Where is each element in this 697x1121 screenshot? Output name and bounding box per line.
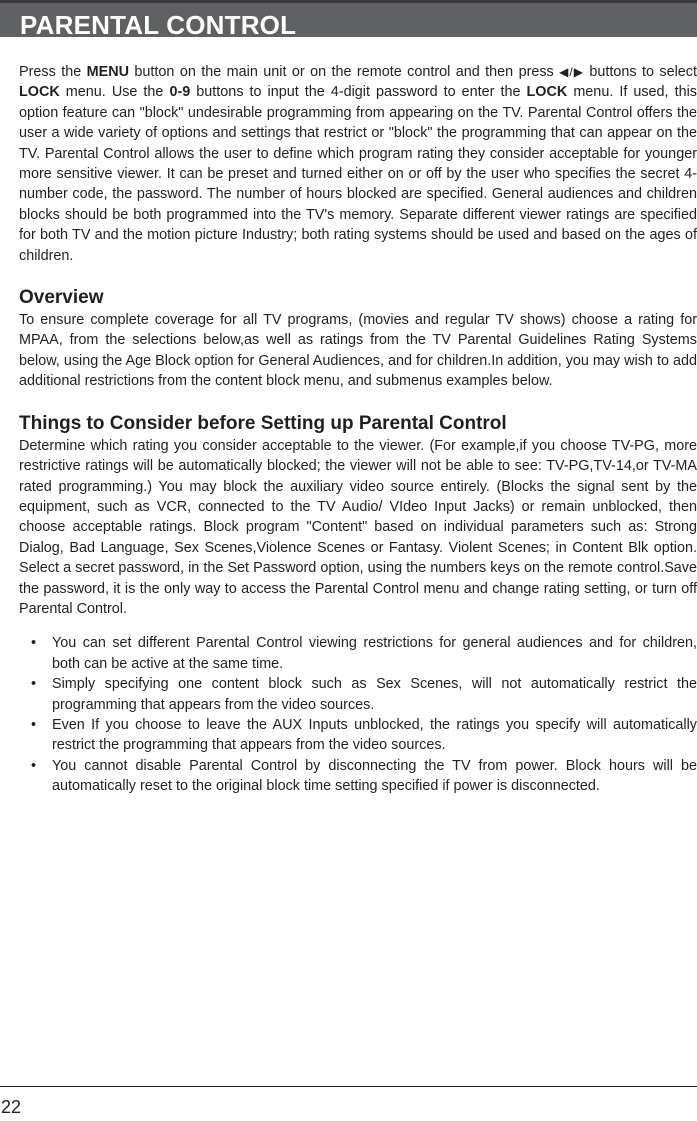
list-item: • Simply specifying one content block such as Sex Scenes, will not automatically restrict the programming that appears from the video sources. [19, 674, 697, 715]
footer-divider [0, 1086, 697, 1087]
intro-text: buttons to input the 4-digit password to enter the [190, 84, 527, 101]
overview-section [19, 286, 697, 392]
overview-paragraph: To ensure complete coverage for all TV programs, (movies and regular TV shows) choose a rating for MPAA, from the selections below,as well as ratings from the TV Parental Guidelines Rating Systems below, using the Age Block option for General Audiences, and for children.In addition, you may wish to add additional restrictions from the content block menu, and submenus examples below. [19, 312, 697, 390]
overview-heading: Overview [19, 287, 104, 309]
lock-key-label: LOCK [526, 84, 568, 101]
page-title: PARENTAL CONTROL [20, 10, 297, 40]
list-item: • Even If you choose to leave the AUX Inputs unblocked, the ratings you specify will automatically restrict the programming that appears from the video sources. [19, 715, 697, 756]
number-keys-label: 0-9 [169, 84, 191, 101]
lock-key-label: LOCK [19, 84, 60, 101]
list-item: • You cannot disable Parental Control by disconnecting the TV from power. Block hours will be automatically reset to the original block time setting specified if power is disconnected. [19, 756, 697, 797]
intro-paragraph [19, 62, 697, 266]
left-right-arrow-icon: ◀/▶ [559, 65, 584, 79]
list-item: • You can set different Parental Control viewing restrictions for general audiences and for children, both can be active at the same time. [19, 633, 697, 674]
intro-text: menu. If used, this option feature can "block" undesirable programming from appearing on the TV. Parental Control offers the user a wide variety of options and settings that restrict or "block" the programming that can appear on the TV. Parental Control allows the user to define which program rating they consider acceptable for younger more sensitive viewer. It can be preset and turned either on or off by the user who specifies the secret 4-number code, the password. The number of hours blocked are specified. General audiences and children blocks should be both programmed into the TV's memory. Separate different viewer ratings are specified for both TV and the motion picture Industry; both rating systems should be used and based on the ages of children. [19, 84, 697, 264]
things-to-consider-paragraph: Determine which rating you consider acceptable to the viewer. (For example,if you choose TV-PG, more restrictive ratings will be automatically blocked; the viewer will not be able to see: TV-PG,TV-14,or TV-MA rated programming.) You may block the auxiliary video source entirely. (Blocks the signal sent by the equipment, such as VCR, connected to the TV Audio/ VIdeo Input Jacks) or remain unblocked, then choose acceptable ratings. Block program "Content" based on individual parameters such as: Strong Dialog, Bad Language, Sex Scenes,Violence Scenes or Fantasy. Violent Scenes; in Content Blk option. Select a secret password, in the Set Password option, using the numbers keys on the remote control.Save the password, it is the only way to access the Parental Control menu and change rating setting, or turn off Parental Control. [19, 437, 697, 617]
header-bar [0, 3, 697, 40]
things-to-consider-heading: Things to Consider before Setting up Parental Control [19, 412, 507, 434]
page-content [19, 62, 697, 797]
intro-text: Press the [19, 64, 87, 80]
page-number: 22 [1, 1097, 22, 1117]
menu-key-label: MENU [86, 64, 129, 80]
things-to-consider-section [19, 412, 697, 797]
intro-text: button on the main unit or on the remote control and then press [129, 64, 560, 80]
intro-text: buttons to select [583, 64, 697, 80]
considerations-list [19, 633, 697, 796]
intro-text: menu. Use the [59, 84, 170, 101]
